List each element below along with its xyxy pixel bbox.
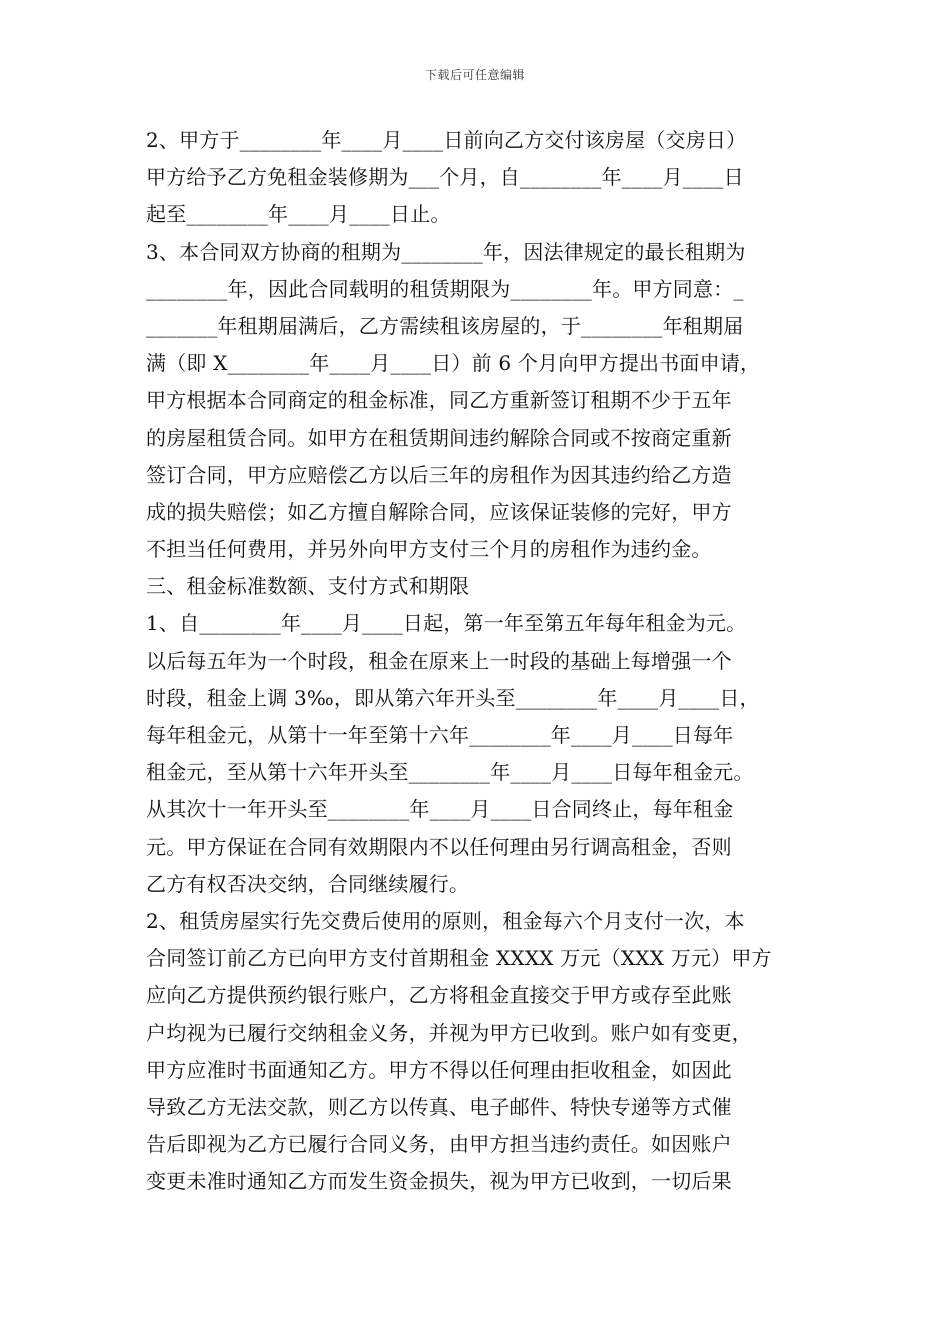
text-line: 应向乙方提供预约银行账户，乙方将租金直接交于甲方或存至此账: [146, 983, 732, 1008]
text-line: 的房屋租赁合同。如甲方在租赁期间违约解除合同或不按商定重新: [146, 425, 732, 450]
section-heading: 三、租金标准数额、支付方式和期限: [146, 574, 470, 599]
text-line: 签订合同，甲方应赔偿乙方以后三年的房租作为因其违约给乙方造: [146, 462, 732, 487]
text-line: 以后每五年为一个时段，租金在原来上一时段的基础上每增强一个: [146, 648, 732, 673]
text-line: 户均视为已履行交纳租金义务，并视为甲方已收到。账户如有变更，: [146, 1020, 752, 1045]
text-line: 变更未准时通知乙方而发生资金损失，视为甲方已收到，一切后果: [146, 1169, 732, 1194]
text-line: 满（即 X________年____月____日）前 6 个月向甲方提出书面申请，: [146, 351, 761, 376]
text-line: 元。甲方保证在合同有效期限内不以任何理由另行调高租金，否则: [146, 834, 732, 859]
text-line: 不担当任何费用，并另外向甲方支付三个月的房租作为违约金。: [146, 537, 712, 562]
text-line: 起至________年____月____日止。: [146, 202, 451, 227]
text-line: 每年租金元，从第十一年至第十六年________年____月____日每年: [146, 723, 734, 747]
text-line: _______年租期届满后，乙方需续租该房屋的，于________年租期届: [146, 313, 744, 338]
text-line: 2、租赁房屋实行先交费后使用的原则，租金每六个月支付一次，本: [146, 908, 745, 933]
text-line: 成的损失赔偿；如乙方擅自解除合同，应该保证装修的完好，甲方: [146, 499, 732, 524]
page-header: 下载后可任意编辑: [424, 68, 525, 82]
text-line: 从其次十一年开头至________年____月____日合同终止，每年租金: [146, 797, 734, 822]
text-line: 告后即视为乙方已履行合同义务，由甲方担当违约责任。如因账户: [146, 1132, 732, 1157]
text-line: 甲方给予乙方免租金装修期为___个月，自________年____月____日: [146, 165, 744, 190]
text-line: 时段，租金上调 3‰，即从第六年开头至________年____月____日，: [146, 685, 760, 710]
text-line: 合同签订前乙方已向甲方支付首期租金 XXXX 万元（XXX 万元）甲方: [146, 946, 772, 971]
text-line: 乙方有权否决交纳，合同继续履行。: [146, 871, 470, 896]
text-line: ________年，因此合同载明的租赁期限为________年。甲方同意：_: [146, 276, 744, 301]
text-line: 3、本合同双方协商的租期为________年，因法律规定的最长租期为: [146, 239, 746, 264]
text-line: 甲方应准时书面通知乙方。甲方不得以任何理由拒收租金，如因此: [146, 1057, 732, 1082]
text-line: 1、自________年____月____日起，第一年至第五年每年租金为元。: [146, 611, 747, 636]
contract-body: [146, 122, 808, 1200]
text-line: 租金元，至从第十六年开头至________年____月____日每年租金元。: [146, 760, 754, 785]
text-line: 2、甲方于________年____月____日前向乙方交付该房屋（交房日）: [146, 128, 747, 152]
text-line: 导致乙方无法交款，则乙方以传真、电子邮件、特快专递等方式催: [146, 1094, 732, 1119]
text-line: 甲方根据本合同商定的租金标准，同乙方重新签订租期不少于五年: [146, 388, 732, 413]
